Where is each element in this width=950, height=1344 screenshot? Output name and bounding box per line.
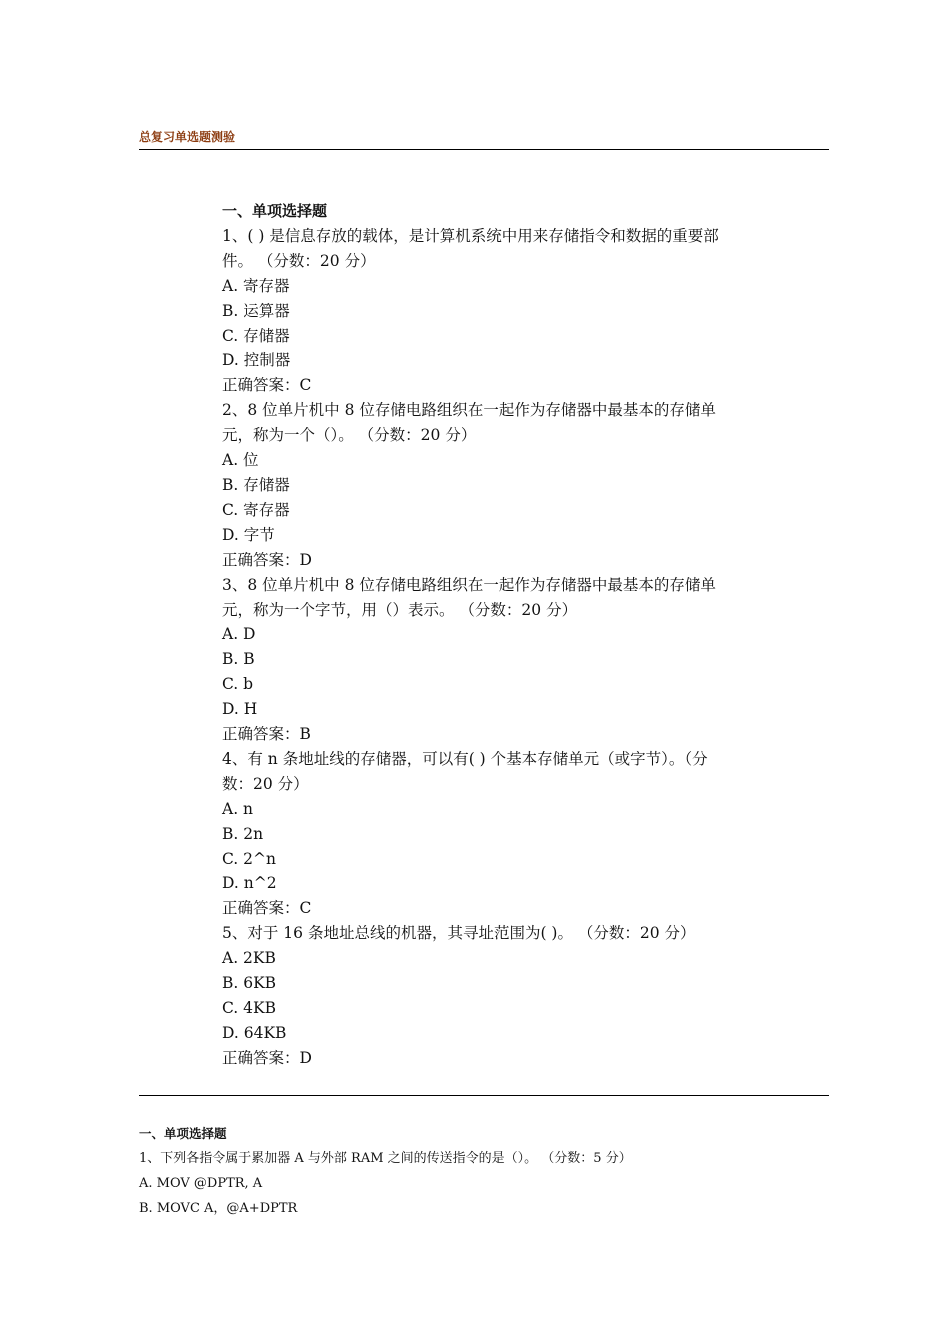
question-block	[222, 747, 732, 921]
correct-answer: 正确答案：C	[222, 376, 312, 395]
option-a: A. 2KB	[222, 949, 276, 968]
correct-answer: 正确答案：D	[222, 1048, 312, 1067]
question-block	[222, 573, 732, 747]
option-a: A. 位	[222, 451, 259, 470]
question-block	[222, 921, 732, 1070]
question-block	[222, 224, 732, 398]
question-text: 1、下列各指令属于累加器 A 与外部 RAM 之间的传送指令的是（）。 （分数：5 分）	[139, 1151, 632, 1166]
question-list	[222, 224, 732, 1071]
option-d: D. H	[222, 700, 258, 719]
option-b: B. 2n	[222, 824, 264, 843]
question-block	[222, 398, 732, 572]
option-c: C. 4KB	[222, 999, 276, 1017]
section-divider	[139, 1095, 829, 1096]
page-header-title: 总复习单选题测验	[139, 130, 236, 144]
question-text: 4、有 n 条地址线的存储器，可以有( ) 个基本存储单元（或字节）。（分数：20 分）	[222, 749, 708, 793]
option-a: A. 寄存器	[222, 276, 290, 295]
option-a: A. n	[222, 799, 254, 818]
option-a: A. MOV @DPTR, A	[139, 1176, 263, 1191]
option-a: A. D	[222, 625, 256, 644]
question-text: 1、( ) 是信息存放的载体，是计算机系统中用来存储指令和数据的重要部件。 （分数：20 分）	[222, 226, 719, 270]
option-d: D. 64KB	[222, 1023, 287, 1042]
correct-answer: 正确答案：B	[222, 725, 311, 744]
question-text: 3、8 位单片机中 8 位存储电路组织在一起作为存储器中最基本的存储单元，称为一个字节，用（）表示。 （分数：20 分）	[222, 575, 716, 619]
section-heading: 一、单项选择题	[222, 202, 328, 220]
option-c: C. 寄存器	[222, 500, 290, 519]
option-b: B. B	[222, 650, 255, 669]
option-b: B. 运算器	[222, 301, 290, 320]
quiz-section-1	[222, 199, 732, 1071]
option-c: C. b	[222, 675, 254, 694]
option-c: C. 2^n	[222, 849, 276, 868]
question-text: 5、对于 16 条地址总线的机器，其寻址范围为( )。 （分数：20 分）	[222, 924, 696, 943]
option-b: B. 6KB	[222, 974, 277, 993]
option-d: D. 字节	[222, 525, 275, 544]
correct-answer: 正确答案：D	[222, 550, 312, 569]
correct-answer: 正确答案：C	[222, 899, 312, 918]
quiz-section-2	[139, 1121, 829, 1221]
option-c: C. 存储器	[222, 326, 290, 345]
option-b: B. MOVC A，@A+DPTR	[139, 1201, 298, 1216]
option-d: D. 控制器	[222, 351, 291, 370]
question-text: 2、8 位单片机中 8 位存储电路组织在一起作为存储器中最基本的存储单元，称为一个（）。 （分数：20 分）	[222, 401, 716, 445]
section-heading: 一、单项选择题	[139, 1126, 227, 1141]
header-divider	[139, 149, 829, 150]
option-b: B. 存储器	[222, 475, 290, 494]
option-d: D. n^2	[222, 874, 277, 893]
